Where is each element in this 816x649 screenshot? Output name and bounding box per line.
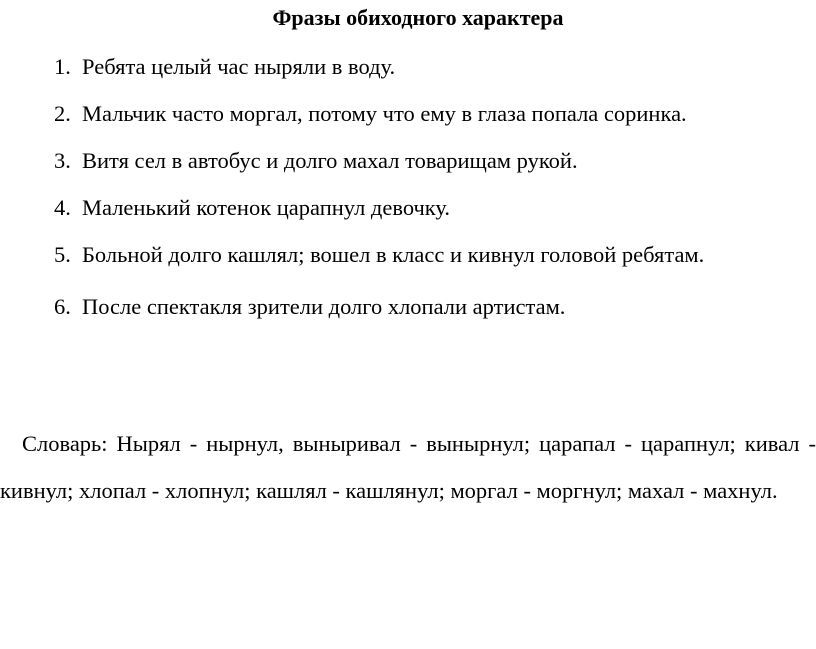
dictionary-paragraph: Словарь: Нырял - нырнул, выныривал - вынырнул; царапал - царапнул; кивал - кивнул; хлопал - хлопнул; кашлял - кашлянул; моргал - моргнул; махал - махнул. <box>0 431 816 503</box>
list-item <box>0 49 816 85</box>
list-item <box>0 289 816 325</box>
list-item-text: Ребята целый час ныряли в воду. <box>82 54 396 79</box>
list-item <box>0 190 816 226</box>
list-item-number: 4. <box>54 195 71 220</box>
list-item-text: Маленький котенок царапнул девочку. <box>82 195 451 220</box>
list-item <box>0 237 816 278</box>
list-item-number: 3. <box>54 148 71 173</box>
list-item-text: Больной долго кашлял; вошел в класс и кивнул головой ребятам. <box>82 242 705 267</box>
list-item-number: 6. <box>54 294 71 319</box>
list-item-text: После спектакля зрители долго хлопали артистам. <box>82 294 566 319</box>
document-title: Фразы обиходного характера <box>272 5 564 30</box>
list-item <box>0 96 816 132</box>
list-item <box>0 143 816 179</box>
list-item-number: 2. <box>54 101 71 126</box>
list-item-text: Витя сел в автобус и долго махал товарищам рукой. <box>82 148 578 173</box>
list-item-number: 5. <box>54 242 71 267</box>
list-item-text: Мальчик часто моргал, потому что ему в глаза попала соринка. <box>82 101 687 126</box>
list-item-number: 1. <box>54 54 71 79</box>
phrase-list <box>0 49 816 336</box>
